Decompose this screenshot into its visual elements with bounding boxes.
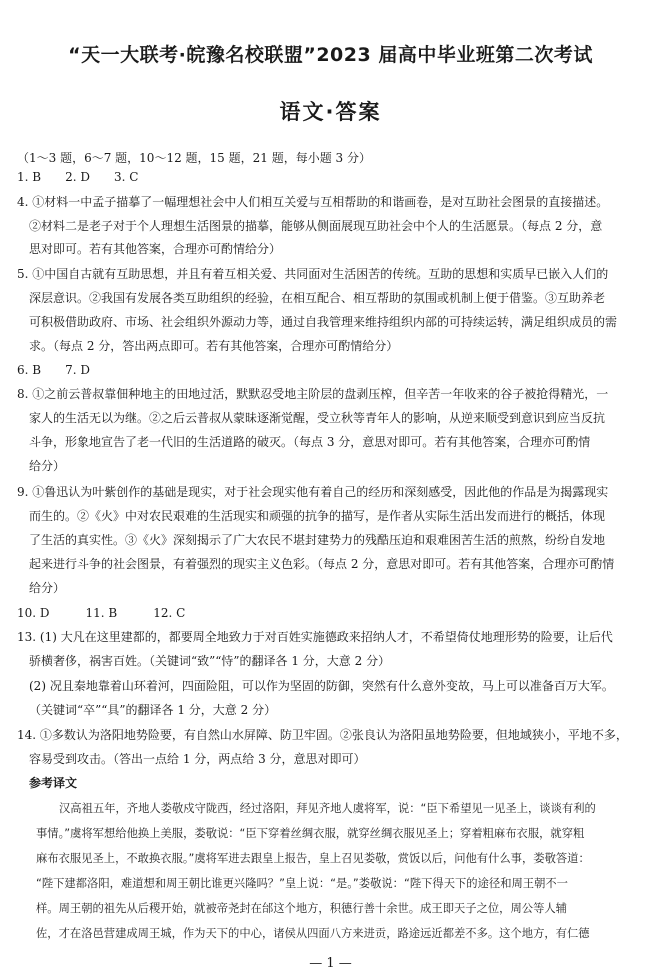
answer-q5-line1: 5. ①中国自古就有互助思想，并且有着互相关爱、共同面对生活困苦的传统。互助的思想和实质早已嵌入人们的 bbox=[17, 267, 609, 281]
answer-q9-line3: 了生活的真实性。③《火》深刻揭示了广大农民不堪封建势力的残酷压迫和艰难困苦生活的煎熬，纷纷自发地 bbox=[29, 533, 606, 547]
translation-line1: 汉高祖五年，齐地人娄敬戍守陇西，经过洛阳，拜见齐地人虞将军，说：“臣下希望见一见圣上，谈谈有利的 bbox=[59, 802, 596, 815]
translation-heading: 参考译文 bbox=[29, 776, 78, 790]
scoring-note: （1～3 题，6～7 题，10～12 题，15 题，21 题，每小题 3 分） bbox=[17, 151, 371, 165]
answer-q9-line4: 起来进行斗争的社会图景，有着强烈的现实主义色彩。（每点 2 分，意思对即可。若有其他答案，合理亦可酌情 bbox=[29, 557, 615, 571]
answer-q13-2-line1: (2) 况且秦地靠着山环着河，四面险阻，可以作为坚固的防御，突然有什么意外变故，马上可以准备百万大军。 bbox=[29, 679, 614, 693]
answer-q5-line4: 求。（每点 2 分，答出两点即可。若有其他答案，合理亦可酌情给分） bbox=[29, 339, 399, 353]
page-title: “天一大联考·皖豫名校联盟”2023 届高中毕业班第二次考试 bbox=[68, 44, 593, 66]
answer-q4-line2: ②材料二是老子对于个人理想生活图景的描摹，能够从侧面展现互助社会中个人的生活愿景。（每点 2 分，意 bbox=[29, 219, 603, 233]
answer-q14-line1: 14. ①多数认为洛阳地势险要，有自然山水屏障、防卫牢固。②张良认为洛阳虽地势险要，但地域狭小，平地不多， bbox=[17, 728, 628, 742]
translation-line3: 麻布衣服见圣上，不敢换衣服。”虞将军进去跟皇上报告，皇上召见娄敬，赏饭以后，问他有什么事，娄敬答道： bbox=[36, 852, 590, 865]
answer-q13-2-line2: （关键词“卒”“具”的翻译各 1 分，大意 2 分） bbox=[29, 703, 277, 717]
answer-q13-1-line2: 骄横奢侈，祸害百姓。（关键词“致”“恃”的翻译各 1 分，大意 2 分） bbox=[29, 654, 391, 668]
answer-q5-line3: 可积极借助政府、市场、社会组织外源动力等，通过自我管理来维持组织内部的可持续运转，满足组织成员的需 bbox=[29, 315, 618, 329]
answer-q9-line5: 给分） bbox=[29, 581, 66, 595]
answer-q9-line1: 9. ①鲁迅认为叶紫创作的基础是现实，对于社会现实他有着自己的经历和深刻感受，因此他的作品是为揭露现实 bbox=[17, 485, 609, 499]
answer-q8-line3: 斗争，形象地宣告了老一代旧的生活道路的破灭。（每点 3 分，意思对即可。若有其他答案，合理亦可酌情 bbox=[29, 435, 591, 449]
answer-q1-3: 1. B 2. D 3. C bbox=[17, 170, 139, 184]
translation-line4: “陛下建都洛阳，难道想和周王朝比谁更兴隆吗？”皇上说：“是。”娄敬说：“陛下得天下的途径和周王朝不一 bbox=[36, 877, 568, 890]
answer-q10-12: 10. D 11. B 12. C bbox=[17, 606, 186, 620]
answer-q8-line2: 家人的生活无以为继。②之后云普叔从蒙昧逐渐觉醒，受立秋等青年人的影响，从逆来顺受到意识到应当反抗 bbox=[29, 411, 606, 425]
answer-q9-line2: 而生的。②《火》中对农民艰难的生活现实和顽强的抗争的描写，是作者从实际生活出发而进行的概括，体现 bbox=[29, 509, 606, 523]
answer-q8-line4: 给分） bbox=[29, 459, 66, 473]
page-number: — 1 — bbox=[309, 956, 352, 971]
answer-q6-7: 6. B 7. D bbox=[17, 363, 90, 377]
answer-q4-line3: 思对即可。若有其他答案，合理亦可酌情给分） bbox=[29, 242, 282, 256]
answer-q5-line2: 深层意识。②我国有发展各类互助组织的经验，在相互配合、相互帮助的氛围或机制上便于借鉴。③互助养老 bbox=[29, 291, 606, 305]
page-subtitle: 语文·答案 bbox=[279, 100, 382, 124]
answer-q14-line2: 容易受到攻击。（答出一点给 1 分，两点给 3 分，意思对即可） bbox=[29, 752, 366, 766]
translation-line6: 佐，才在洛邑营建成周王城，作为天下的中心，诸侯从四面八方来进贡，路途远近都差不多。这个地方，有仁德 bbox=[36, 927, 590, 940]
answer-q8-line1: 8. ①之前云普叔靠佃种地主的田地过活，默默忍受地主阶层的盘剥压榨，但辛苦一年收来的谷子被抢得精光，一 bbox=[17, 387, 609, 401]
translation-line5: 样。周王朝的祖先从后稷开始，就被帝尧封在邰这个地方，积德行善十余世。成王即天子之位，周公等人辅 bbox=[36, 902, 567, 915]
answer-q13-1-line1: 13. (1) 大凡在这里建都的，都要周全地致力于对百姓实施德政来招纳人才，不希望倚仗地理形势的险要，让后代 bbox=[17, 630, 613, 644]
translation-line2: 事情。”虞将军想给他换上美服，娄敬说：“臣下穿着丝绸衣服，就穿丝绸衣服见圣上；穿着粗麻布衣服，就穿粗 bbox=[36, 827, 585, 840]
answer-q4-line1: 4. ①材料一中孟子描摹了一幅理想社会中人们相互关爱与互相帮助的和谐画卷，是对互助社会图景的直接描述。 bbox=[17, 195, 609, 209]
